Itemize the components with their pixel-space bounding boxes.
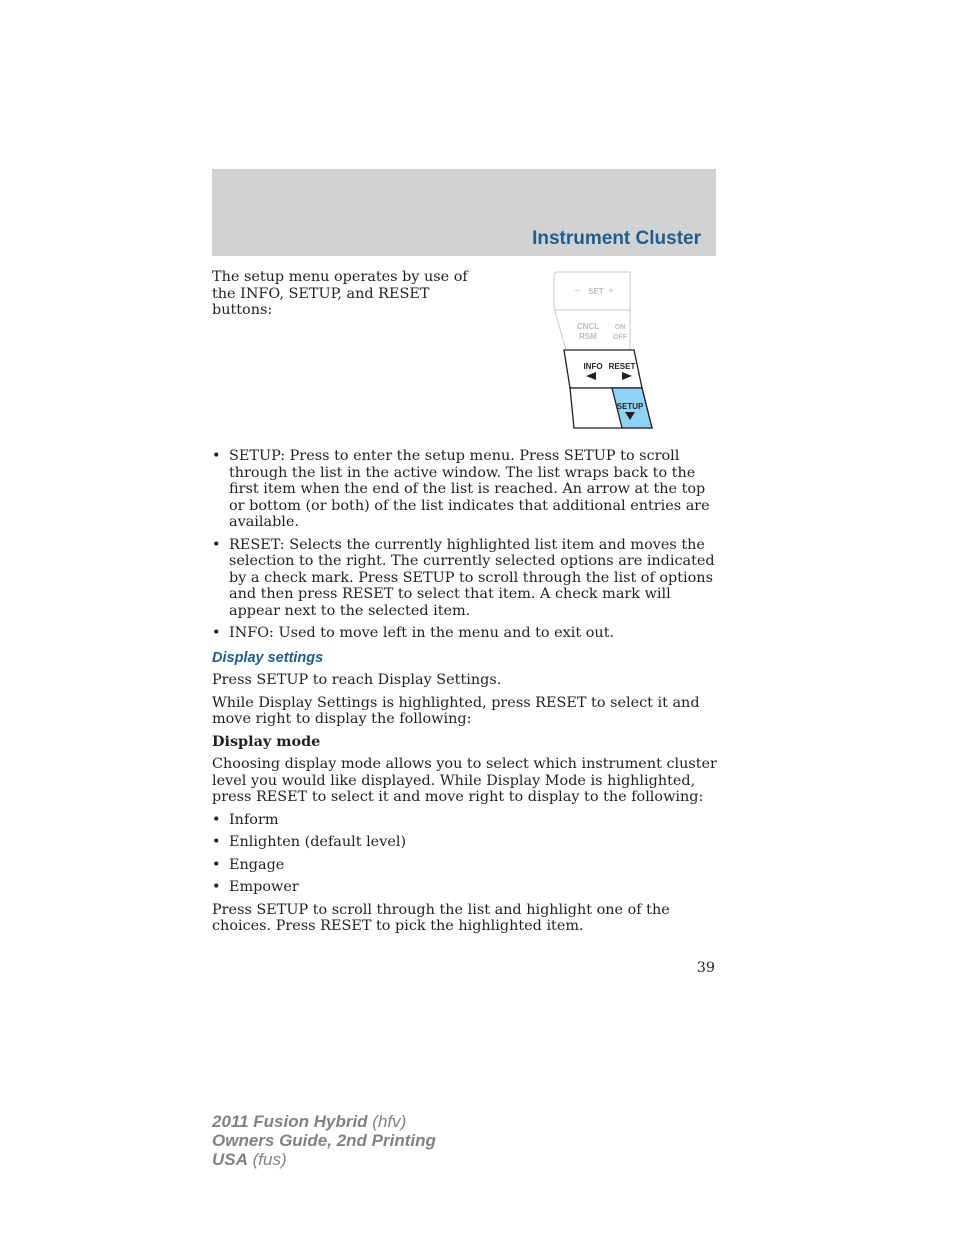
rsm-label: RSM: [579, 332, 597, 341]
main-content: [212, 448, 722, 941]
setup-label: SETUP: [616, 402, 644, 411]
option-engage: • Engage: [212, 857, 722, 874]
display-mode-options: [212, 812, 722, 896]
option-empower: • Empower: [212, 879, 722, 896]
off-label: OFF: [613, 334, 627, 341]
footer-model: 2011 Fusion Hybrid: [212, 1112, 368, 1131]
display-settings-p1: Press SETUP to reach Display Settings.: [212, 672, 502, 688]
section-title: Instrument Cluster: [532, 228, 701, 249]
bullet-info: • INFO: Used to move left in the menu and to exit out.: [212, 625, 722, 642]
bullet-setup: • SETUP: Press to enter the setup menu. Press SETUP to scroll through the list in the active window. The list wraps back to the first item when the end of the list is reached. An arrow at the top or bottom (or both) of the list indicates that additional entries are available.: [212, 448, 722, 531]
set-label: SET: [588, 287, 604, 296]
footer-market: USA: [212, 1150, 248, 1169]
footer-market-code: (fus): [247, 1150, 287, 1169]
footer-line-2: [212, 1131, 436, 1150]
set-minus-label: −: [574, 286, 580, 297]
footer-model-code: (hfv): [367, 1112, 407, 1131]
header-band: [212, 169, 716, 256]
footer-line-3: [212, 1150, 436, 1169]
reset-label: RESET: [608, 362, 636, 371]
steering-wheel-buttons-illustration: [546, 270, 656, 432]
display-mode-heading: Display mode: [212, 732, 321, 750]
footer: [212, 1112, 436, 1169]
page-number: 39: [696, 960, 715, 976]
footer-line-1: [212, 1112, 436, 1131]
info-label: INFO: [583, 362, 603, 371]
display-settings-p2: While Display Settings is highlighted, press RESET to select it and move right to display the following:: [212, 694, 700, 727]
option-enlighten: • Enlighten (default level): [212, 834, 722, 851]
button-bullets: [212, 448, 722, 642]
option-inform: • Inform: [212, 812, 722, 829]
display-mode-p2: Press SETUP to scroll through the list and highlight one of the choices. Press RESET to pick the highlighted item.: [212, 901, 670, 934]
intro-paragraph: The setup menu operates by use of the INFO, SETUP, and RESET buttons:: [212, 269, 468, 318]
set-plus-label: +: [608, 286, 614, 297]
display-mode-p1: Choosing display mode allows you to select which instrument cluster level you would like displayed. While Display Mode is highlighted, press RESET to select it and move right to display to the following:: [212, 756, 717, 805]
cncl-label: CNCL: [576, 322, 600, 331]
on-label: ON: [614, 324, 626, 331]
bullet-reset: • RESET: Selects the currently highlighted list item and moves the selection to the right. The currently selected options are indicated by a check mark. Press SETUP to scroll through the list of options and then press RESET to select that item. A check mark will appear next to the selected item.: [212, 537, 722, 620]
display-settings-heading: Display settings: [212, 649, 324, 666]
footer-guide: Owners Guide, 2nd Printing: [212, 1131, 436, 1150]
